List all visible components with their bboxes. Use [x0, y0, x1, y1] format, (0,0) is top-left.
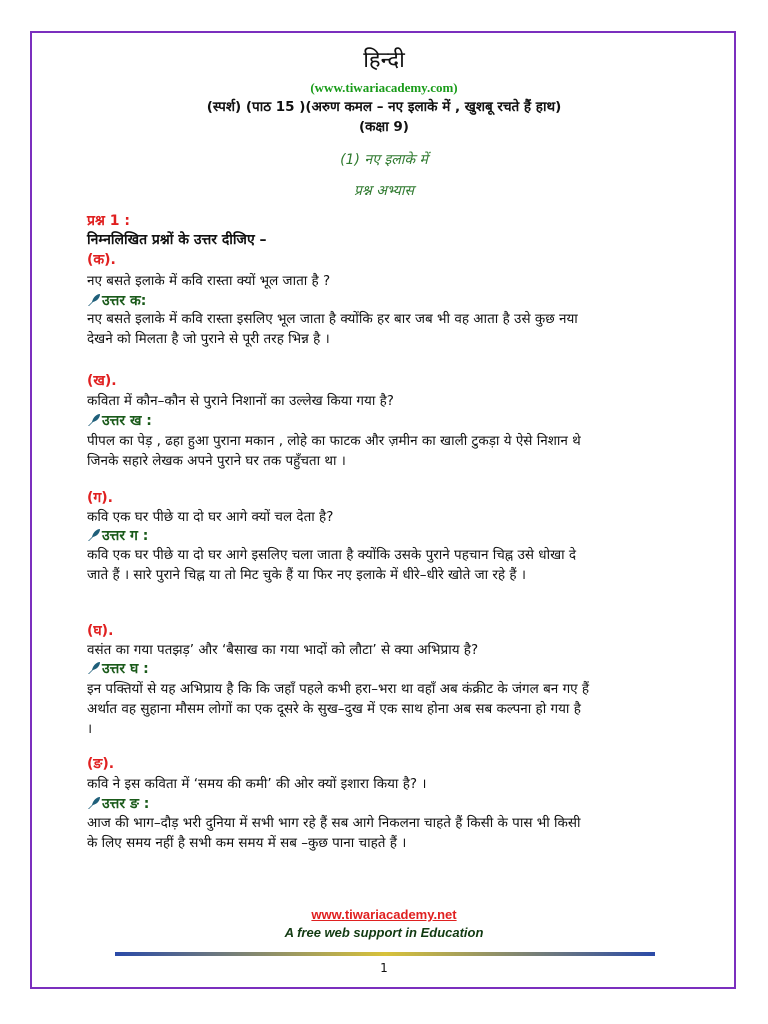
answer-line: नए बसते इलाके में कवि रास्ता इसलिए भूल जाता है क्योंकि हर बार जब भी वह आता है उसे कुछ नया: [87, 311, 578, 327]
footer-tagline: A free web support in Education: [284, 925, 484, 940]
item-label: (क).: [87, 252, 116, 268]
answer-heading: [87, 526, 148, 545]
page-title: हिन्दी: [363, 48, 405, 73]
feather-pen-icon: [87, 293, 101, 307]
answer-label: उत्तर ख :: [102, 413, 152, 429]
answer-line: जिनके सहारे लेखक अपने पुराने घर तक पहुँचता था ।: [87, 453, 346, 469]
footer-link[interactable]: www.tiwariacademy.net: [311, 907, 457, 922]
item-question: वसंत का गया पतझड़’ और ‘बैसाख का गया भादों को लौटा’ से क्या अभिप्राय है?: [87, 642, 479, 658]
answer-line: के लिए समय नहीं है सभी कम समय में सब –कुछ पाना चाहते हैं ।: [87, 835, 407, 851]
footer-divider: [115, 952, 655, 956]
item-question: कवि ने इस कविता में ‘समय की कमी’ की ओर क्यों इशारा किया है? ।: [87, 776, 427, 792]
answer-text: [87, 309, 685, 349]
item-label: (ख).: [87, 373, 117, 389]
lesson-heading: (स्पर्श) (पाठ 15 )(अरुण कमल – नए इलाके में , खुशबू रचते हैं हाथ): [206, 99, 562, 115]
feather-pen-icon: [87, 661, 101, 675]
class-heading: (कक्षा 9): [359, 119, 409, 135]
answer-label: उत्तर क:: [102, 293, 147, 309]
question-instruction: निम्नलिखित प्रश्नों के उत्तर दीजिए –: [87, 232, 267, 248]
feather-pen-icon: [87, 413, 101, 427]
site-url[interactable]: (www.tiwariacademy.com): [310, 80, 458, 95]
answer-text: [87, 679, 685, 739]
answer-line: इन पक्तियों से यह अभिप्राय है कि कि जहाँ पहले कभी हरा–भरा था वहाँ अब कंक्रीट के जंगल बन गए हैं: [87, 681, 590, 697]
feather-pen-icon: [87, 796, 101, 810]
answer-line: पीपल का पेड़ , ढहा हुआ पुराना मकान , लोहे का फाटक और ज़मीन का खाली टुकड़ा ये ऐसे निशान थे: [87, 433, 581, 449]
page-number: 1: [380, 961, 388, 975]
answer-line: देखने को मिलता है जो पुराने से पूरी तरह भिन्न है ।: [87, 331, 330, 347]
feather-pen-icon: [87, 528, 101, 542]
answer-text: [87, 545, 685, 585]
answer-line: आज की भाग–दौड़ भरी दुनिया में सभी भाग रहे हैं सब आगे निकलना चाहते हैं किसी के पास भी किसी: [87, 815, 581, 831]
answer-heading: [87, 291, 146, 310]
question-number: प्रश्न 1 :: [87, 213, 130, 229]
answer-label: उत्तर ग :: [102, 528, 149, 544]
answer-heading: [87, 794, 149, 813]
item-question: कवि एक घर पीछे या दो घर आगे क्यों चल देता है?: [87, 509, 334, 525]
item-label: (ङ).: [87, 756, 115, 772]
answer-line: जाते हैं । सारे पुराने चिह्न या तो मिट चुके हैं या फिर नए इलाके में धीरे–धीरे खोते जा रहे हैं ।: [87, 567, 526, 583]
answer-line: ।: [87, 721, 93, 737]
item-question: नए बसते इलाके में कवि रास्ता क्यों भूल जाता है ?: [87, 273, 331, 289]
answer-line: कवि एक घर पीछे या दो घर आगे इसलिए चला जाता है क्योंकि उसके पुराने पहचान चिह्न उसे धोखा दे: [87, 547, 577, 563]
answer-heading: [87, 659, 149, 678]
practice-heading: प्रश्न अभ्यास: [353, 183, 415, 199]
answer-text: [87, 431, 685, 471]
part-heading: (1) नए इलाके में: [340, 152, 428, 168]
answer-text: [87, 813, 685, 853]
answer-label: उत्तर ङ :: [102, 796, 150, 812]
item-label: (ग).: [87, 490, 113, 506]
answer-label: उत्तर घ :: [102, 661, 149, 677]
item-question: कविता में कौन–कौन से पुराने निशानों का उल्लेख किया गया है?: [87, 393, 394, 409]
answer-line: अर्थात वह सुहाना मौसम लोगों का एक दूसरे के सुख–दुख में एक साथ होना अब सब कल्पना हो गया है: [87, 701, 581, 717]
answer-heading: [87, 411, 152, 430]
item-label: (घ).: [87, 623, 114, 639]
